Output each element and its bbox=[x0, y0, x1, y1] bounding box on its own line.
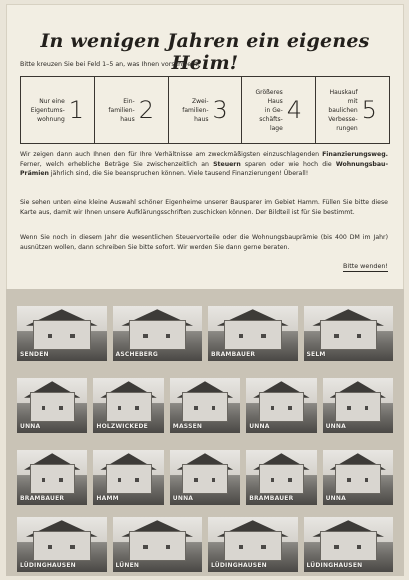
window-shape bbox=[135, 478, 138, 481]
house-illustration bbox=[335, 464, 381, 494]
window-shape bbox=[365, 478, 368, 481]
photo-caption: ASCHEBERG bbox=[115, 351, 159, 358]
photo-caption: UNNA bbox=[249, 423, 270, 430]
turn-over-note: Bitte wenden! bbox=[343, 262, 388, 270]
option-4[interactable] bbox=[242, 77, 316, 143]
window-shape bbox=[48, 545, 52, 548]
window-shape bbox=[288, 406, 291, 409]
option-label: Ein- familien- haus bbox=[108, 97, 135, 123]
window-shape bbox=[166, 334, 170, 337]
option-3[interactable] bbox=[169, 77, 243, 143]
paragraph-financing: Wir zeigen dann auch Ihnen den für Ihre Verhältnisse am zweckmäßigsten einzuschlagenden Finanzierungsweg. Ferner, welch erhebliche Beträge Sie zwischenzeitlich an Steuern sparen oder wie hoch die Wohnungsbau-Prämien jährlich sind, die Sie beanspruchen können. Viele tausend Finanzierungen! Überall! bbox=[20, 151, 389, 178]
option-label: Zwei- familien- haus bbox=[182, 97, 209, 123]
instruction-text: Bitte kreuzen Sie bei Feld 1–5 an, was Ihnen vorschwebt: bbox=[20, 61, 200, 68]
option-number: 1 bbox=[68, 96, 85, 124]
option-label: Größeres Haus in Ge- schäfts- lage bbox=[255, 88, 283, 132]
house-photo bbox=[17, 378, 87, 433]
page-title: In wenigen Jahren ein eigenes Heim! bbox=[40, 30, 370, 74]
window-shape bbox=[59, 478, 62, 481]
window-shape bbox=[239, 334, 243, 337]
house-photo bbox=[208, 517, 298, 572]
house-photo bbox=[304, 306, 394, 361]
photo-caption: BRAMBAUER bbox=[20, 495, 65, 502]
window-shape bbox=[239, 545, 243, 548]
house-illustration bbox=[33, 531, 90, 561]
option-number: 3 bbox=[212, 96, 228, 124]
house-illustration bbox=[224, 320, 281, 350]
window-shape bbox=[288, 478, 291, 481]
photo-gallery bbox=[6, 289, 404, 576]
house-photo bbox=[17, 450, 87, 505]
window-shape bbox=[334, 545, 338, 548]
house-illustration bbox=[182, 464, 228, 494]
postcard bbox=[6, 4, 404, 576]
house-photo bbox=[323, 450, 393, 505]
house-photo bbox=[93, 450, 163, 505]
photo-caption: UNNA bbox=[325, 423, 346, 430]
option-number: 5 bbox=[361, 96, 377, 124]
window-shape bbox=[42, 478, 45, 481]
photo-caption: BRAMBAUER bbox=[211, 351, 256, 358]
window-shape bbox=[357, 545, 361, 548]
window-shape bbox=[271, 406, 274, 409]
photo-caption: LÜDINGHAUSEN bbox=[306, 562, 363, 569]
photo-caption: MASSEN bbox=[172, 423, 203, 430]
option-number: 2 bbox=[138, 96, 154, 124]
house-photo bbox=[17, 517, 107, 572]
window-shape bbox=[334, 334, 338, 337]
window-shape bbox=[357, 334, 361, 337]
house-illustration bbox=[320, 320, 377, 350]
window-shape bbox=[365, 406, 368, 409]
window-shape bbox=[118, 406, 121, 409]
house-illustration bbox=[259, 392, 305, 422]
photo-caption: LÜDINGHAUSEN bbox=[211, 562, 267, 569]
photo-caption: HOLZWICKEDE bbox=[96, 423, 148, 430]
option-label: Nur eine Eigentums- wohnung bbox=[30, 97, 65, 123]
option-2[interactable] bbox=[95, 77, 169, 143]
house-illustration bbox=[33, 320, 90, 350]
window-shape bbox=[48, 334, 52, 337]
photo-caption: BRAMBAUER bbox=[249, 495, 294, 502]
house-photo bbox=[170, 378, 240, 433]
options-table bbox=[20, 76, 390, 144]
window-shape bbox=[194, 478, 197, 481]
paragraph-tax: Wenn Sie noch in diesem Jahr die wesentlichen Steuervorteile oder die Wohnungsbauprämie (bis 400 DM im Jahr) ausnützen wollen, dann schreiben Sie bitte sofort. Wir werden Sie dann gerne beraten. bbox=[20, 234, 388, 251]
house-photo bbox=[93, 378, 163, 433]
house-photo bbox=[208, 306, 298, 361]
window-shape bbox=[347, 406, 350, 409]
house-photo bbox=[113, 306, 203, 361]
house-photo bbox=[246, 378, 316, 433]
house-photo bbox=[17, 306, 107, 361]
house-photo bbox=[323, 378, 393, 433]
house-illustration bbox=[30, 464, 76, 494]
house-illustration bbox=[106, 392, 152, 422]
option-number: 4 bbox=[286, 96, 303, 124]
option-1[interactable] bbox=[21, 77, 95, 143]
window-shape bbox=[271, 478, 274, 481]
photo-caption: SELM bbox=[306, 351, 326, 358]
window-shape bbox=[135, 406, 138, 409]
window-shape bbox=[70, 545, 74, 548]
option-label: Hauskauf mit baulichen Verbesse- rungen bbox=[328, 88, 358, 132]
house-illustration bbox=[320, 531, 377, 561]
paragraph-gallery: Sie sehen unten eine kleine Auswahl schöner Eigenheime unserer Bausparer im Gebiet Hamm. Füllen Sie bitte diese Karte aus, damit wir Ihnen unsere Aufklärungsschriften zuschicken können. Der Bildteil ist für Sie bestimmt. bbox=[20, 199, 388, 216]
window-shape bbox=[212, 406, 215, 409]
house-illustration bbox=[224, 531, 281, 561]
house-photo bbox=[170, 450, 240, 505]
photo-caption: SENDEN bbox=[20, 351, 49, 358]
window-shape bbox=[42, 406, 45, 409]
photo-caption: UNNA bbox=[20, 423, 41, 430]
photo-caption: UNNA bbox=[325, 495, 346, 502]
window-shape bbox=[59, 406, 62, 409]
house-illustration bbox=[30, 392, 76, 422]
window-shape bbox=[347, 478, 350, 481]
house-illustration bbox=[129, 531, 186, 561]
house-photo bbox=[304, 517, 394, 572]
photo-caption: HAMM bbox=[96, 495, 119, 502]
option-5[interactable] bbox=[316, 77, 389, 143]
window-shape bbox=[194, 406, 197, 409]
photo-caption: UNNA bbox=[172, 495, 194, 502]
window-shape bbox=[143, 545, 147, 548]
window-shape bbox=[166, 545, 170, 548]
window-shape bbox=[70, 334, 74, 337]
house-photo bbox=[113, 517, 203, 572]
photo-caption: LÜDINGHAUSEN bbox=[20, 562, 76, 569]
house-illustration bbox=[259, 464, 305, 494]
house-photo bbox=[246, 450, 316, 505]
window-shape bbox=[261, 334, 265, 337]
photo-caption: LÜNEN bbox=[115, 562, 140, 569]
house-illustration bbox=[106, 464, 152, 494]
window-shape bbox=[212, 478, 215, 481]
house-illustration bbox=[182, 392, 228, 422]
house-illustration bbox=[335, 392, 381, 422]
house-illustration bbox=[129, 320, 186, 350]
window-shape bbox=[261, 545, 265, 548]
window-shape bbox=[143, 334, 147, 337]
window-shape bbox=[118, 478, 121, 481]
